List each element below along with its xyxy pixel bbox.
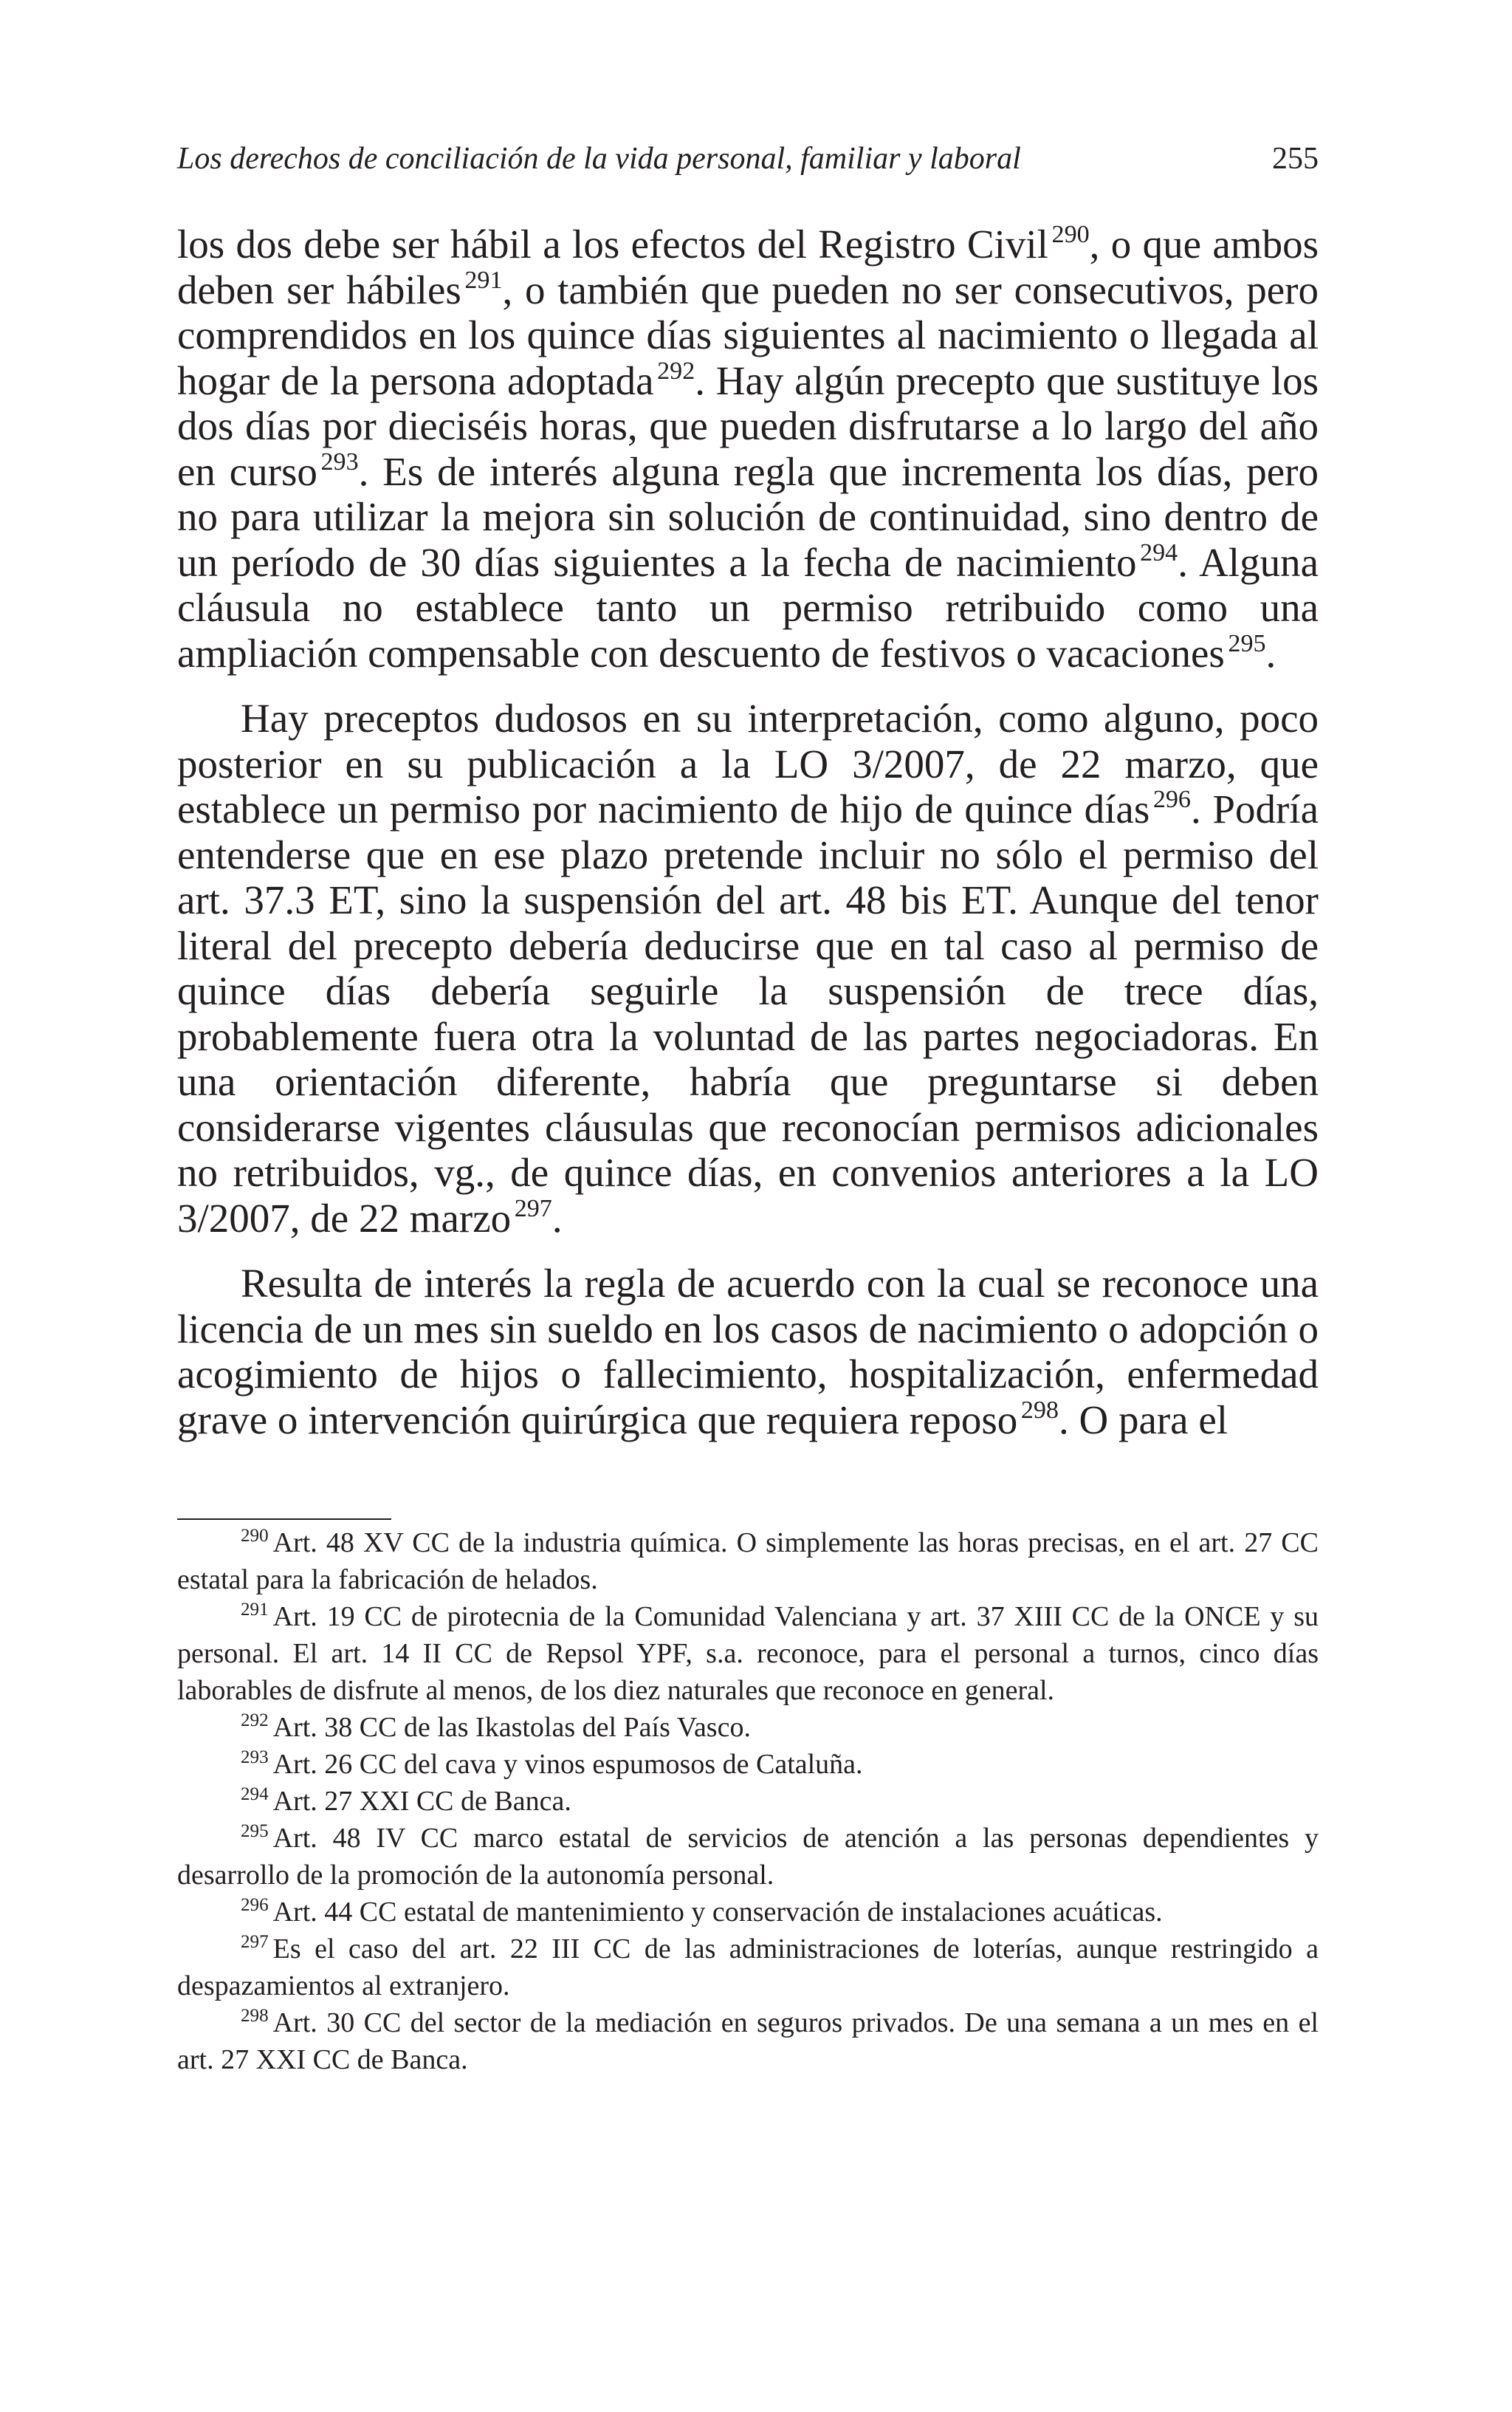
footnote-text: Es el caso del art. 22 III CC de las administraciones de loterías, aunque restringido a despazamientos al extranjero. <box>177 1933 1319 2001</box>
footnote-number: 295 <box>241 1821 269 1842</box>
footnote-text: Art. 26 CC del cava y vinos espumosos de Cataluña. <box>272 1749 863 1780</box>
footnote-text: Art. 48 XV CC de la industria química. O simplemente las horas precisas, en el art. 27 CC estatal para la fabricación de helados. <box>177 1527 1319 1595</box>
paragraph-1 <box>177 222 1319 676</box>
paragraph-text: . <box>551 1195 563 1241</box>
paragraph-3 <box>177 1261 1319 1442</box>
paragraph-text: los dos debe ser hábil a los efectos del Registro Civil <box>177 222 1048 267</box>
footnote-298 <box>177 2004 1319 2078</box>
footnotes <box>177 1524 1319 2078</box>
paragraph-text: Resulta de interés la regla de acuerdo con la cual se reconoce una licencia de un mes sin sueldo en los casos de nacimiento o adopción o acogimiento de hijos o fallecimiento, hospitalización, enfermedad grave o intervención quirúrgica que requiera reposo <box>177 1261 1319 1442</box>
paragraph-text: . <box>1265 630 1276 676</box>
footnote-separator <box>177 1518 391 1520</box>
footnote-text: Art. 48 IV CC marco estatal de servicios de atención a las personas dependientes y desarrollo de la promoción de la autonomía personal. <box>177 1823 1319 1891</box>
paragraph-text: Hay preceptos dudosos en su interpretación, como alguno, poco posterior en su publicación a la LO 3/2007, de 22 marzo, que establece un permiso por nacimiento de hijo de quince días <box>177 696 1319 832</box>
footnote-292 <box>177 1709 1319 1746</box>
footnote-295 <box>177 1820 1319 1894</box>
footnote-number: 298 <box>241 2006 269 2026</box>
footnote-ref-298[interactable]: 298 <box>1020 1396 1059 1424</box>
footnote-number: 290 <box>241 1526 269 1546</box>
paragraph-2 <box>177 696 1319 1241</box>
body-text <box>177 222 1319 1442</box>
footnote-text: Art. 30 CC del sector de la mediación en seguros privados. De una semana a un mes en el art. 27 XXI CC de Banca. <box>177 2007 1319 2075</box>
footnote-293 <box>177 1746 1319 1783</box>
paragraph-text: . Es de interés alguna regla que incrementa los días, pero no para utilizar la mejora sin solución de continuidad, sino dentro de un período de 30 días siguientes a la fecha de nacimiento <box>177 448 1319 585</box>
footnote-text: Art. 27 XXI CC de Banca. <box>272 1786 571 1817</box>
footnote-ref-290[interactable]: 290 <box>1051 220 1090 248</box>
paragraph-text: , o que ambos deben ser hábiles <box>177 222 1319 312</box>
footnote-ref-293[interactable]: 293 <box>320 448 359 476</box>
footnote-ref-291[interactable]: 291 <box>464 266 503 294</box>
footnote-290 <box>177 1524 1319 1598</box>
footnote-text: Art. 38 CC de las Ikastolas del País Vasco. <box>272 1712 751 1743</box>
paragraph-text: . Alguna cláusula no establece tanto un permiso retribuido como una ampliación compensable con descuento de festivos o vacaciones <box>177 539 1319 676</box>
running-header <box>177 137 1319 181</box>
page-number: 255 <box>1272 142 1319 176</box>
footnote-294 <box>177 1783 1319 1820</box>
footnote-ref-295[interactable]: 295 <box>1228 629 1266 657</box>
running-title: Los derechos de conciliación de la vida personal, familiar y laboral <box>177 142 1021 176</box>
footnote-text: Art. 44 CC estatal de mantenimiento y conservación de instalaciones acuáticas. <box>272 1897 1163 1928</box>
paragraph-text: . Podría entenderse que en ese plazo pretende incluir no sólo el permiso del art. 37.3 ET, sino la suspensión del art. 48 bis ET. Aunque del tenor literal del precepto debería deducirse que en tal caso al permiso de quince días debería seguirle la suspensión de trece días, probablemente fuera otra la voluntad de las partes negociadoras. En una orientación diferente, habría que preguntarse si deben considerarse vigentes cláusulas que reconocían permisos adicionales no retribuidos, vg., de quince días, en convenios anteriores a la LO 3/2007, de 22 marzo <box>177 787 1319 1241</box>
footnote-number: 296 <box>241 1895 269 1916</box>
footnote-number: 293 <box>241 1747 269 1768</box>
footnote-ref-296[interactable]: 296 <box>1152 785 1191 813</box>
footnote-291 <box>177 1598 1319 1709</box>
paragraph-text: , o también que pueden no ser consecutivos, pero comprendidos en los quince días siguientes al nacimiento o llegada al hogar de la persona adoptada <box>177 267 1319 403</box>
footnote-ref-292[interactable]: 292 <box>657 357 695 385</box>
footnote-ref-294[interactable]: 294 <box>1140 538 1178 566</box>
footnote-ref-297[interactable]: 297 <box>514 1194 552 1222</box>
paragraph-text: . Hay algún precepto que sustituye los dos días por dieciséis horas, que pueden disfrutarse a lo largo del año en curso <box>177 357 1319 494</box>
footnote-297 <box>177 1930 1319 2004</box>
footnote-296 <box>177 1894 1319 1930</box>
footnote-text: Art. 19 CC de pirotecnia de la Comunidad Valenciana y art. 37 XIII CC de la ONCE y su personal. El art. 14 II CC de Repsol YPF, s.a. reconoce, para el personal a turnos, cinco días laborables de disfrute al menos, de los diez naturales que reconoce en general. <box>177 1601 1319 1706</box>
footnote-number: 297 <box>241 1932 269 1953</box>
footnote-number: 292 <box>241 1710 269 1731</box>
footnote-number: 291 <box>241 1600 269 1620</box>
footnote-number: 294 <box>241 1784 269 1805</box>
paragraph-text: . O para el <box>1058 1397 1228 1442</box>
